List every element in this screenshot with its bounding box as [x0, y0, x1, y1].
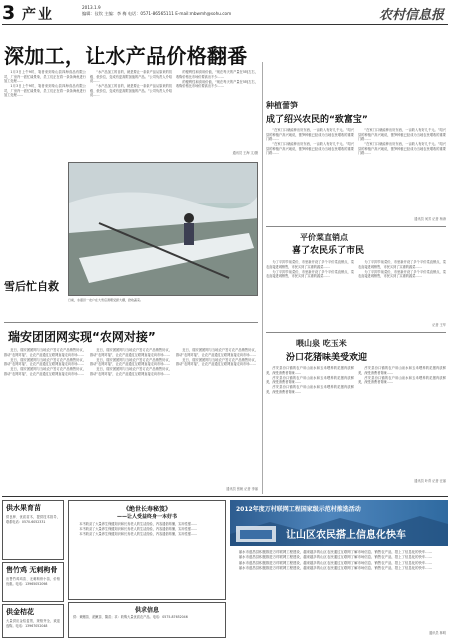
issue-date: 2013.1.9: [82, 5, 101, 10]
page-number: 3: [2, 2, 16, 24]
supply-ad-box: [2, 500, 64, 560]
seek-ad-body: 大量供应金桔盆景，规格齐全，欢迎选购。电话：13967052048: [6, 619, 60, 628]
lead-article-col3: 的便利性和食用价值，“现在每天的产量在5吨左右，收购价格比市场价要高出不少…… 的便利性和食用价值，“现在每天的产量在5吨左右，收购价格比市场价要高出不少……: [176, 70, 258, 89]
article6-signature: 通讯员 林明: [429, 631, 446, 635]
article3-title: 成了绍兴农民的“致富宝”: [266, 115, 368, 125]
column-divider: [262, 62, 263, 494]
seek-ad-box: [2, 604, 64, 638]
section-title: 产业: [22, 7, 54, 23]
article3-kicker: 种植蕾笋: [266, 101, 298, 110]
article5-title: 汾口花猪味美受欢迎: [286, 353, 368, 363]
article2-col3: 近日，瑞安团团网与当地农户签订农产品销售协议，推动“农网对接”，让农产品通过互联网直接走向市场…… 近日，瑞安团团网与当地农户签订农产品销售协议，推动“农网对接”，让农产品通过互联网直接走向市场……: [176, 348, 258, 367]
article2-col1: 近日，瑞安团团网与当地农户签订农产品销售协议，推动“农网对接”，让农产品通过互联网直接走向市场…… 近日，瑞安团团网与当地农户签订农产品销售协议，推动“农网对接”，让农产品通过互联网直接走向市场…… 近日，瑞安团团网与当地农户签订农产品销售协议，推动“农网对接”，让农产品通过互联网直接走向市场……: [4, 348, 86, 376]
article4-col2: 为了平抑节前菜价，市里新开设了多个平价菜直销点，菜农直接进城销售，市民买到了实惠的蔬菜…… 为了平抑节前菜价，市里新开设了多个平价菜直销点，菜农直接进城销售，市民买到了实惠的蔬菜……: [358, 260, 446, 279]
lead-article-signature: 通讯员 王海 文/摄: [232, 151, 258, 155]
ad-area-rule: [2, 496, 448, 497]
promo-banner: [230, 500, 448, 546]
snow-greenhouse-photo: [68, 162, 258, 296]
article4-title: 喜了农民乐了市民: [292, 246, 365, 256]
photo-illustration: [69, 163, 258, 296]
article3-col1: “在家门口就能种出好东西，一亩收入有好几千元。”绍兴县的种植户高兴地说，蕾笋种植已经成为当地农民增收的重要门路…… “在家门口就能种出好东西，一亩收入有好几千元。”绍兴县的种植户高兴地说，蕾笋种植已经成为当地农民增收的重要门路……: [266, 128, 354, 156]
header-meta: [82, 5, 282, 17]
banner-subtitle: 2012年度万村联网工程国家级示范村推选活动: [236, 506, 361, 513]
main-headline: 深加工，让水产品价格翻番: [4, 44, 248, 68]
lead-article-col2: “水产品加工的目的，就是要让一条条产品从原来的初级、低价位，变成有更高附加值的产品。”公司负责人介绍说…… “水产品加工的目的，就是要让一条条产品从原来的初级、低价位，变成有更高附加值的产品。”公司负责人介绍说……: [90, 70, 172, 98]
wanted-ad-title: 售竹鸡 无刺枸骨: [6, 566, 58, 574]
section-rule: [266, 332, 446, 333]
book-ad-title: 《绝世长寿秘笈》: [122, 506, 171, 513]
photo-caption: 日前，永嘉县一农户在大雪后清理受损大棚，抢收蔬菜。: [68, 298, 144, 302]
newspaper-logo: 农村信息报: [378, 8, 444, 23]
book-ad-body: 本书收录了大量养生保健知识和长寿老人的生活经验，内容通俗易懂，实用性强…… 本书收录了大量养生保健知识和长寿老人的生活经验，内容通俗易懂，实用性强…… 本书收录了大量养生保健知识和长寿老人的生活经验，内容通俗易懂，实用性强……: [79, 522, 198, 537]
article3-col2: “在家门口就能种出好东西，一亩收入有好几千元。”绍兴县的种植户高兴地说，蕾笋种植已经成为当地农民增收的重要门路…… “在家门口就能种出好东西，一亩收入有好几千元。”绍兴县的种植户高兴地说，蕾笋种植已经成为当地农民增收的重要门路……: [358, 128, 446, 156]
book-ad-box: [68, 500, 226, 600]
supply-ad-title: 供水果育苗: [6, 504, 41, 512]
lead-article-col1: 1月3日上午9时，笔者来到象山县四海食品有限公司，厂房内一派忙碌景象，员工们正在将一条条海鱼进行加工处理…… 1月3日上午9时，笔者来到象山县四海食品有限公司，厂房内一派忙碌景象，员工们正在将一条条海鱼进行加工处理……: [4, 70, 86, 98]
editor-contact: 编辑：仪钦 主编：李 梅 电话：0571-86565111 E-mail:mbwmh@sohu.com: [82, 11, 232, 16]
article6-body: 丽水市遂昌县积极推进万村联网工程建设，越来越多的山区农民通过互联网了解市场信息、销售农产品，搭上了信息化的快车…… 丽水市遂昌县积极推进万村联网工程建设，越来越多的山区农民通过互联网了解市场信息、销售农产品，搭上了信息化的快车…… 丽水市遂昌县积极推进万村联网工程建设，越来越多的山区农民通过互联网了解市场信息、销售农产品，搭上了信息化的快车…… 丽水市遂昌县积极推进万村联网工程建设，越来越多的山区农民通过互联网了解市场信息、销售农产品，搭上了信息化的快车……: [238, 550, 433, 571]
book-ad-subtitle: ——让人受益终身一本好书: [116, 514, 177, 520]
article4-col1: 为了平抑节前菜价，市里新开设了多个平价菜直销点，菜农直接进城销售，市民买到了实惠的蔬菜…… 为了平抑节前菜价，市里新开设了多个平价菜直销点，菜农直接进城销售，市民买到了实惠的蔬菜……: [266, 260, 354, 279]
article4-signature: 记者 王华: [432, 323, 446, 327]
header-rule: [2, 24, 448, 25]
supply-ad-body: 供良种、优质苗木，提供技术指导，联系电话：0570-6052331: [6, 515, 60, 524]
info-ad-title: 供求信息: [134, 607, 159, 614]
section-rule: [4, 322, 258, 323]
article2-title: 瑞安团团网实现“农网对接”: [8, 330, 156, 344]
section-rule: [266, 226, 446, 227]
article3-signature: 通讯员 何芳 记者 杨涛: [414, 217, 446, 221]
wanted-ad-box: [2, 562, 64, 602]
article2-signature: 通讯员 张帆 记者 李丽: [226, 487, 258, 491]
article4-kicker: 平价菜直销点: [300, 233, 348, 242]
photo-caption-title: 雪后忙自救: [4, 280, 59, 293]
info-ad-box: [68, 602, 226, 638]
info-ad-body: 供：黄鳝苗、泥鳅苗、鳖苗；求：收购大量优质农产品。电话：0575-87652046: [73, 615, 188, 619]
seek-ad-title: 供金桔花: [6, 608, 34, 616]
article5-col2: 淳安县汾口镇的农户用山泉水和玉米喂养的花猪肉质鲜美，深受消费者青睐…… 淳安县汾口镇的农户用山泉水和玉米喂养的花猪肉质鲜美，深受消费者青睐……: [358, 366, 446, 385]
article5-col1: 淳安县汾口镇的农户用山泉水和玉米喂养的花猪肉质鲜美，深受消费者青睐…… 淳安县汾口镇的农户用山泉水和玉米喂养的花猪肉质鲜美，深受消费者青睐…… 淳安县汾口镇的农户用山泉水和玉米喂养的花猪肉质鲜美，深受消费者青睐……: [266, 366, 354, 394]
article5-kicker: 喂山泉 吃玉米: [296, 339, 347, 348]
article5-signature: 通讯员 叶青 记者 汪丽: [414, 479, 446, 483]
article2-col2: 近日，瑞安团团网与当地农户签订农产品销售协议，推动“农网对接”，让农产品通过互联网直接走向市场…… 近日，瑞安团团网与当地农户签订农产品销售协议，推动“农网对接”，让农产品通过互联网直接走向市场…… 近日，瑞安团团网与当地农户签订农产品销售协议，推动“农网对接”，让农产品通过互联网直接走向市场……: [90, 348, 172, 376]
banner-title: 让山区农民搭上信息化快车: [286, 530, 406, 541]
wanted-ad-body: 出售竹鸡鸡苗、无刺枸骨小苗，价格优惠。电话：13965052098: [6, 577, 60, 586]
